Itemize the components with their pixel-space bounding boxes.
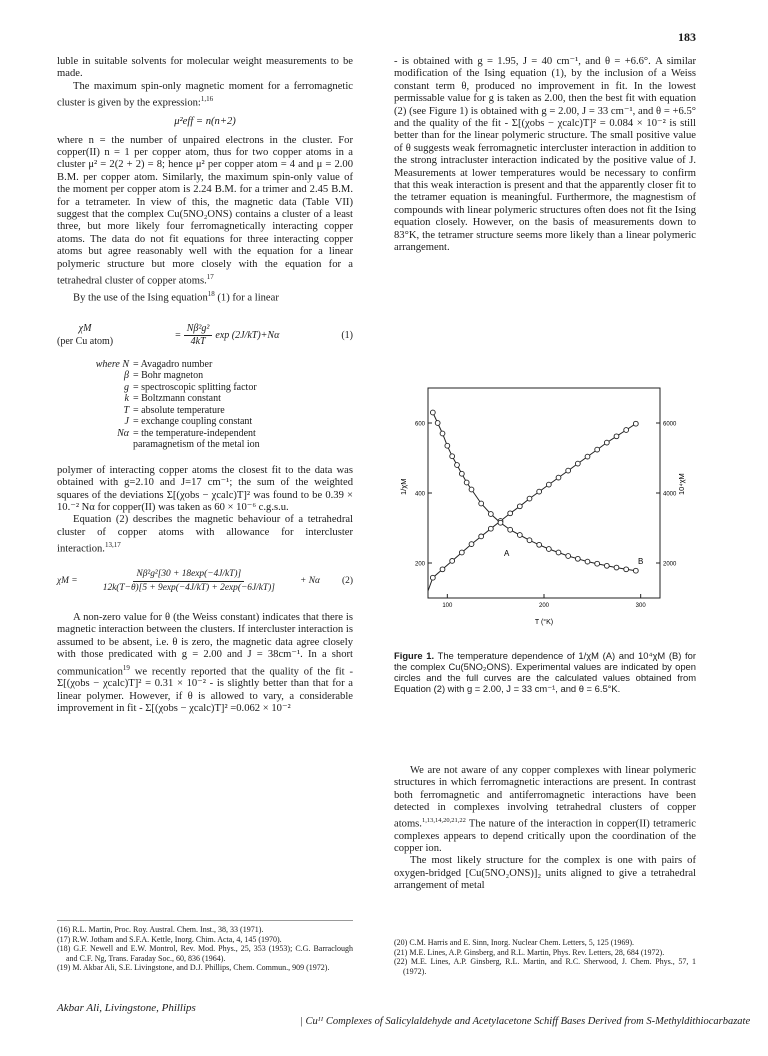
data-point-a	[614, 434, 619, 439]
y-right-tick-label: 4000	[663, 491, 677, 498]
data-point-b	[488, 512, 493, 517]
data-point-b	[575, 556, 580, 561]
equation-label: (1)	[341, 329, 353, 341]
data-point-b	[633, 568, 638, 573]
figure-1	[394, 380, 694, 640]
reference-item: (19) M. Akbar Ali, S.E. Livingstone, and D.J. Phillips, Chem. Commun., 909 (1972).	[57, 963, 330, 973]
paragraph: The most likely structure for the complex is one with pairs of oxygen-bridged [Cu(5NO₂ONS)]₂ units aligned to give a tetrahedral arrangement of metal	[394, 855, 696, 892]
data-point-a	[556, 475, 561, 480]
paragraph: luble in suitable solvents for molecular weight measurements to be made.	[57, 56, 353, 80]
footnote-rule	[57, 920, 353, 921]
paragraph: polymer of interacting copper atoms the closest fit to the data was obtained with g=2.10 and J=17 cm⁻¹; the sum of the weighted squares of the deviations Σ[(χobs − χcalc)T]² was found to be 0.39 × 10.⁻² Nα for copper(II) was taken as 60 × 10⁻⁶ c.g.s.u.	[57, 464, 353, 513]
definition-row: where N = Avagadro number	[95, 358, 213, 370]
data-point-a	[469, 542, 474, 547]
y-left-tick-label: 400	[414, 491, 425, 498]
data-point-b	[595, 561, 600, 566]
definition-row: J = exchange coupling constant	[124, 416, 253, 428]
definition-row: T = absolute temperature	[123, 404, 225, 416]
data-point-a	[517, 504, 522, 509]
data-point-a	[546, 482, 551, 487]
data-point-a	[508, 511, 513, 516]
data-point-b	[469, 487, 474, 492]
equation-rest: exp (2J/kT)+Nα	[215, 329, 280, 341]
caption-text: The temperature dependence of 1/χM (A) and 10⁴χM (B) for the complex Cu(5NO₂ONS). Experimental values are indicated by open circles and the full curves are the calculated values obtained from Equation (2) with g = 2.00, J = 33 cm⁻¹, and θ = 6.5°K.	[394, 650, 696, 694]
data-point-a	[440, 567, 445, 572]
reference-item: (22) M.E. Lines, A.P. Ginsberg, R.L. Martin, and R.C. Sherwood, J. Chem. Phys., 57, 1 (1972).	[394, 957, 696, 976]
paragraph: where n = the number of unpaired electrons in the cluster. For copper(II) n = 1 per copper atom, thus for two copper atoms in a cluster μ² = 2(2 + 2) = 8; hence μ² per copper atom = 4 and μ = 2.00 B.M. per copper atom. Similarly, the maximum spin-only value of the moment per copper atom is 2.24 B.M. for a trimer and 2.45 B.M. for a tetrameter. In view of this, the magnetic data (Table VII) suggest that the complex Cu(5NO₂ONS) contains a cluster of a least three, but more likely four ferromagnetically interacting copper atoms. The data do not fit equations for three interacting copper atoms but agree reasonably well with the equation for a linear polymeric structure but more closely with the equation for a tetrahedral cluster of copper atoms.$^{17}$	[57, 134, 353, 287]
y-left-tick-label: 200	[414, 561, 425, 568]
y-right-tick-label: 6000	[663, 421, 677, 428]
right-column-bottom	[394, 765, 696, 893]
data-point-a	[459, 550, 464, 555]
series-label-b: B	[638, 557, 644, 566]
data-point-a	[585, 454, 590, 459]
footer-authors: Akbar Ali, Livingstone, Phillips	[57, 1002, 196, 1014]
reference-item: (21) M.E. Lines, A.P. Ginsberg, and R.L. Martin, Phys. Rev. Letters, 28, 684 (1972).	[394, 947, 665, 957]
plot-frame	[428, 388, 660, 598]
data-point-a	[430, 575, 435, 580]
data-point-b	[435, 421, 440, 426]
x-axis-label: T (°K)	[534, 619, 554, 626]
definition-row: g = spectroscopic splitting factor	[124, 381, 257, 393]
data-point-a	[595, 447, 600, 452]
data-point-a	[604, 440, 609, 445]
definition-row: β = Bohr magneton	[124, 370, 204, 382]
data-point-a	[566, 468, 571, 473]
references-right	[394, 938, 696, 976]
equation-denominator: 12k(T−θ)[5 + 9exp(−4J/kT) + 2exp(−6J/kT)]	[102, 582, 275, 593]
data-point-b	[445, 443, 450, 448]
y-left-tick-label: 600	[414, 421, 425, 428]
equation-lhs: χM	[78, 323, 92, 335]
data-point-a	[450, 559, 455, 564]
equation-2	[57, 568, 353, 594]
reference-marker: 1,16	[200, 95, 214, 104]
data-point-a	[479, 534, 484, 539]
paragraph: By the use of the Ising equation$^{18}$ (1) for a linear	[73, 289, 279, 304]
equation-1: χM (per Cu atom) = $\frac{\text{Nβ²g²}}{4kT}$ exp (2J/kT)+Nα (1)	[57, 322, 353, 348]
data-point-a	[624, 428, 629, 433]
data-point-b	[430, 410, 435, 415]
reference-item: (17) R.W. Jotham and S.F.A. Kettle, Inorg. Chim. Acta, 4, 145 (1970).	[57, 934, 282, 944]
data-point-b	[566, 554, 571, 559]
reference-marker: 1,13,14,20,21,22	[421, 816, 466, 824]
figure-caption	[394, 650, 696, 694]
reference-marker: 17	[206, 273, 214, 282]
data-point-b	[585, 559, 590, 564]
right-column-top	[394, 56, 696, 255]
paragraph: The maximum spin-only magnetic moment for a ferromagnetic cluster is given by the expression:$^{1,16}$	[57, 80, 353, 109]
equation-label: (2)	[342, 575, 353, 586]
x-tick-label: 100	[442, 603, 453, 609]
equation-numerator: Nβ²g²[30 + 18exp(−4J/kT)]	[133, 568, 244, 581]
y-right-axis-label: 10⁴χM	[677, 473, 686, 495]
data-point-b	[479, 501, 484, 506]
data-point-b	[508, 527, 513, 532]
data-point-b	[527, 538, 532, 543]
data-point-b	[517, 533, 522, 538]
data-point-b	[498, 520, 503, 525]
data-point-a	[527, 496, 532, 501]
data-point-b	[624, 567, 629, 572]
data-point-b	[455, 463, 460, 468]
fit-curve-b	[433, 413, 636, 571]
definition-row: Nα = the temperature-independent	[117, 427, 256, 439]
y-left-axis-label: 1/χM	[399, 478, 408, 495]
paragraph: We are not aware of any copper complexes with linear polymeric structures in which ferromagnetic interactions are present. In contrast both ferromagnetic and antiferromagnetic interactions have been detected in complexes involving tetrahedral clusters of copper atoms.$^{1,13,14,20,21,22}$ The nature of the interaction in copper(II) tetrameric complexes appears to depend critically upon the coordination of the copper ion.	[394, 765, 696, 854]
chart-svg	[394, 380, 694, 635]
data-point-b	[556, 550, 561, 555]
equation-lhs: χM =	[57, 575, 78, 586]
y-right-tick-label: 2000	[663, 561, 677, 568]
reference-marker: 18	[207, 289, 215, 298]
series-label-a: A	[504, 549, 510, 558]
reference-item: (16) R.L. Martin, Proc. Roy. Austral. Chem. Inst., 38, 33 (1971).	[57, 925, 264, 934]
equation-numerator: Nβ²g²	[184, 323, 213, 336]
data-point-a	[633, 421, 638, 426]
reference-item: (18) G.F. Newell and E.W. Montrol, Rev. Mod. Phys., 25, 353 (1953); C.G. Barraclough and C.F. Ng, Trans. Faraday Soc., 60, 836 (1964).	[57, 944, 353, 963]
data-point-b	[546, 547, 551, 552]
left-column	[57, 56, 353, 716]
data-point-b	[614, 565, 619, 570]
data-point-a	[575, 461, 580, 466]
reference-marker: 19	[122, 663, 130, 672]
definitions-list	[57, 359, 353, 451]
caption-lead: Figure 1.	[394, 650, 435, 661]
equation-rest: + Nα	[300, 575, 320, 586]
reference-marker: 13,17	[104, 541, 121, 550]
data-point-b	[604, 563, 609, 568]
definition-row: k = Boltzmann constant	[124, 393, 221, 405]
equation-lhs-note: (per Cu atom)	[57, 335, 114, 347]
equation-mu: μ²eff = n(n+2)	[174, 116, 236, 128]
data-point-b	[459, 471, 464, 476]
footer-title: | Cuᴵᴵ Complexes of Salicylaldehyde and Acetylacetone Schiff Bases Derived from S-Methyldithiocarbazate	[300, 1016, 751, 1027]
definition-row: paramagnetism of the metal ion	[133, 439, 260, 451]
data-point-b	[450, 454, 455, 459]
equation-denominator: 4kT	[190, 336, 206, 348]
paragraph: A non-zero value for θ (the Weiss constant) indicates that there is magnetic interaction between the clusters. If intercluster interaction is assumed to be absent, i.e. θ is zero, the magnetic data agree closely with those predicated with g = 2.00 and J = 38cm⁻¹. In a short communication$^{19}$ we recently reported that the quality of the fit - Σ[(χobs − χcalc)T]² = 0.31 × 10⁻² - is slightly better than that for a linear polymer. However, if θ is allowed to vary, a considerable improvement in fit - Σ[(χobs − χcalc)T]² =0.062 × 10⁻²	[57, 611, 353, 715]
data-point-a	[488, 526, 493, 531]
reference-item: (20) C.M. Harris and E. Sinn, Inorg. Nuclear Chem. Letters, 5, 125 (1969).	[394, 938, 635, 947]
paragraph: - is obtained with g = 1.95, J = 40 cm⁻¹, and θ = +6.6°. A similar modification of the Ising equation (1), by the inclusion of a Weiss constant term θ, produced no improvement in fit. In the lowest permissable value for g is taken as 2.00, then the best fit with equation (2) (see Figure 1) is obtained with g = 2.00, J = 33 cm⁻¹, and θ = +6.5° and the quality of the fit - Σ[(χobs − χcalc)T]² = 0.084 × 10⁻² is still better than for the linear polymeric structure. The small positive value of θ suggests weak ferromagnetic intercluster interaction in addition to the strong intracluster interaction indicated by the positive value of J. Measurements at lower temperatures would be necessary to confirm that this weak interaction is present and that the apparently closer fit to the tetramer equation is meaningful. Furthermore, the magnestism of compounds with linear polymeric structures often does not fit the Ising equation closely. However, on the basis of measurements down to 83°K, the tetramer structure seems more likely than a linear polymeric arrangement.	[394, 56, 696, 254]
page-number: 183	[678, 30, 696, 44]
references-left	[57, 925, 353, 973]
data-point-a	[537, 489, 542, 494]
data-point-b	[440, 431, 445, 436]
x-tick-label: 200	[538, 603, 550, 609]
x-tick-label: 300	[635, 603, 646, 609]
data-point-b	[537, 542, 542, 547]
paragraph: Equation (2) describes the magnetic behaviour of a tetrahedral cluster of copper atoms with allowance for intercluster interaction.$^{13,17}$	[57, 514, 353, 555]
data-point-b	[464, 480, 469, 485]
